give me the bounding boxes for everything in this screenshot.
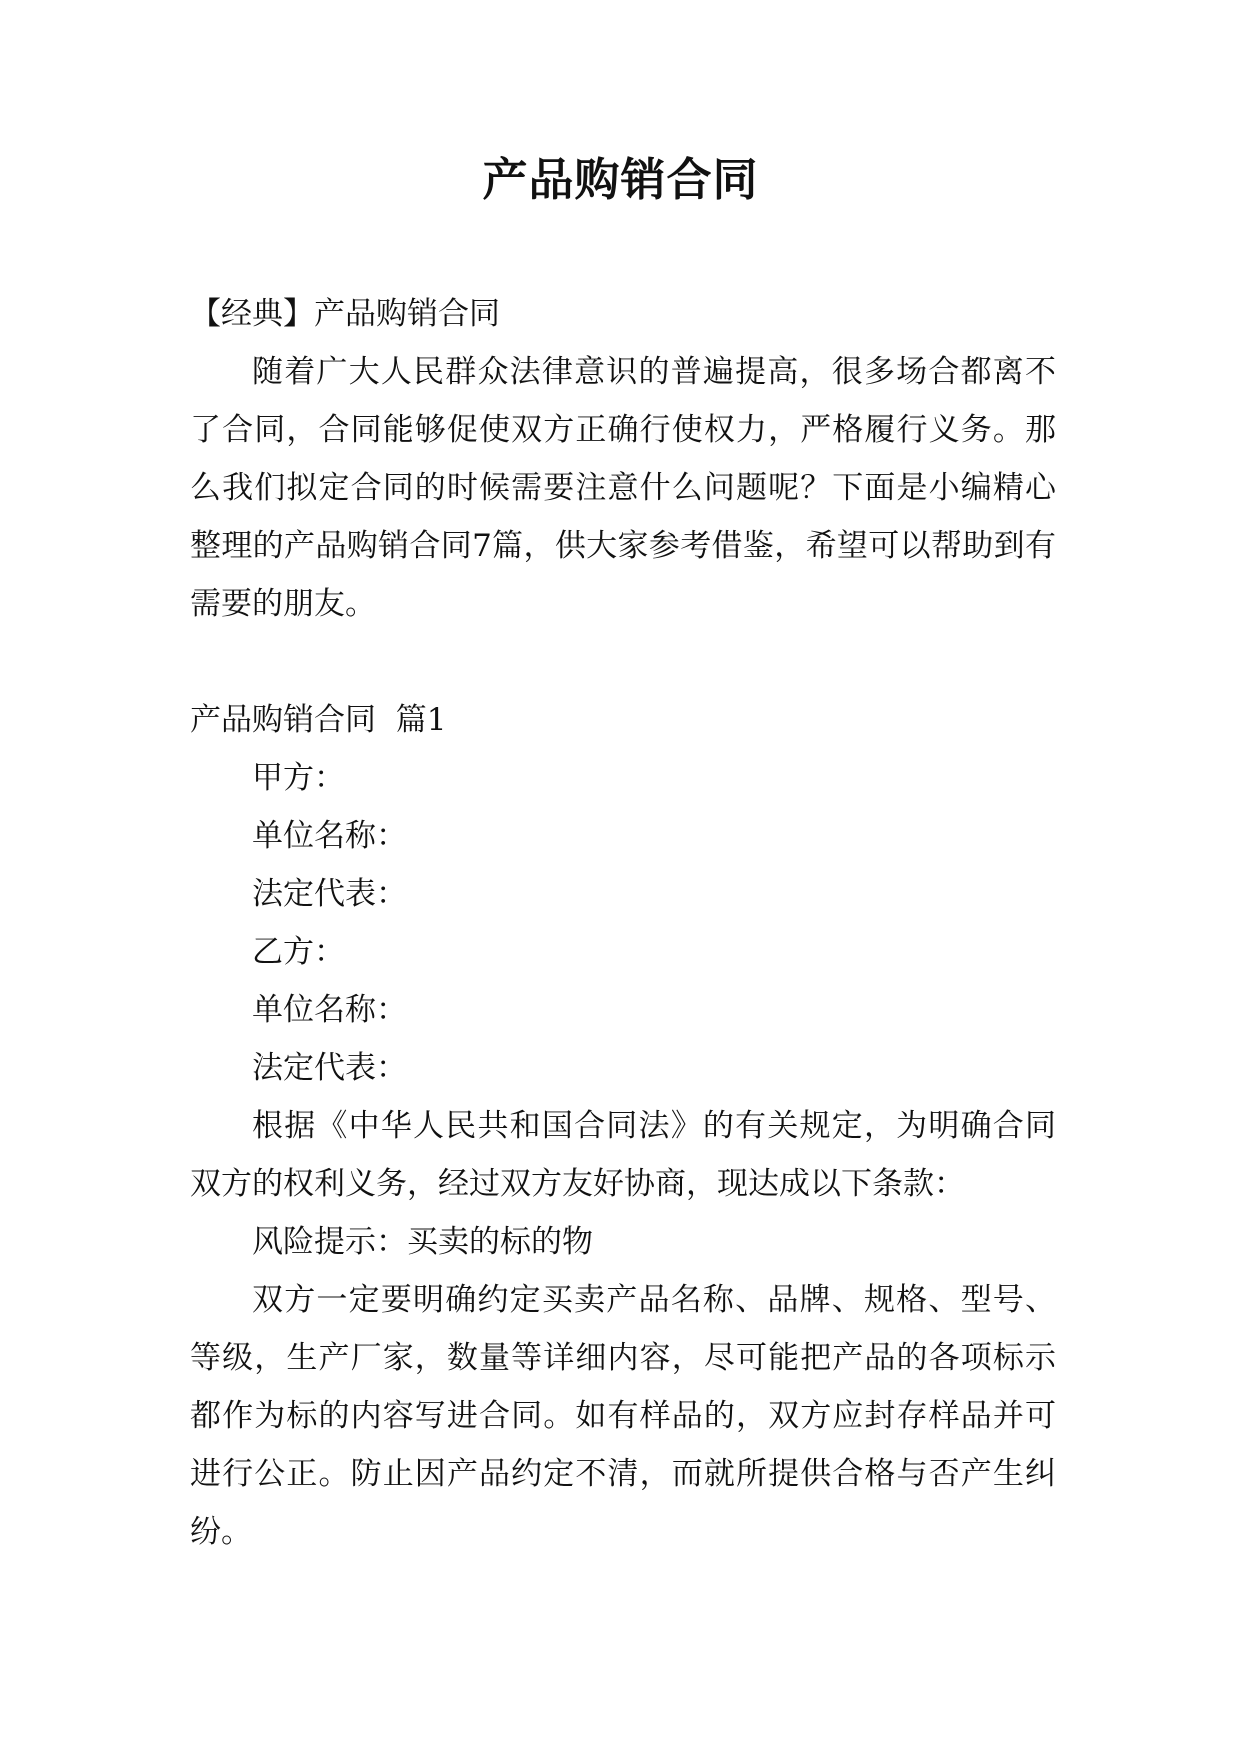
legal-basis-paragraph: 根据《中华人民共和国合同法》的有关规定，为明确合同双方的权利义务，经过双方友好协商，现达成以下条款： xyxy=(190,1108,1056,1202)
party-a-label: 甲方： xyxy=(252,760,345,796)
subtitle: 【经典】产品购销合同 xyxy=(190,296,500,332)
intro-paragraph: 随着广大人民群众法律意识的普遍提高，很多场合都离不了合同，合同能够促使双方正确行使权力，严格履行义务。那么我们拟定合同的时候需要注意什么问题呢？下面是小编精心整理的产品购销合同7篇，供大家参考借鉴，希望可以帮助到有需要的朋友。 xyxy=(190,354,1056,622)
section-heading: 产品购销合同 篇1 xyxy=(190,702,447,738)
document-title: 产品购销合同 xyxy=(482,153,759,206)
risk-notice-paragraph: 双方一定要明确约定买卖产品名称、品牌、规格、型号、等级，生产厂家，数量等详细内容，尽可能把产品的各项标示都作为标的内容写进合同。如有样品的，双方应封存样品并可进行公正。防止因产品约定不清，而就所提供合格与否产生纠纷。 xyxy=(190,1282,1056,1550)
document-body xyxy=(190,285,1056,1561)
party-b-company-name: 单位名称： xyxy=(252,992,407,1028)
party-b-legal-representative: 法定代表： xyxy=(252,1050,407,1086)
party-a-company-name: 单位名称： xyxy=(252,818,407,854)
paragraph-gap xyxy=(190,633,1056,691)
risk-notice-title: 风险提示：买卖的标的物 xyxy=(252,1224,593,1260)
party-b-label: 乙方： xyxy=(252,934,345,970)
party-a-legal-representative: 法定代表： xyxy=(252,876,407,912)
